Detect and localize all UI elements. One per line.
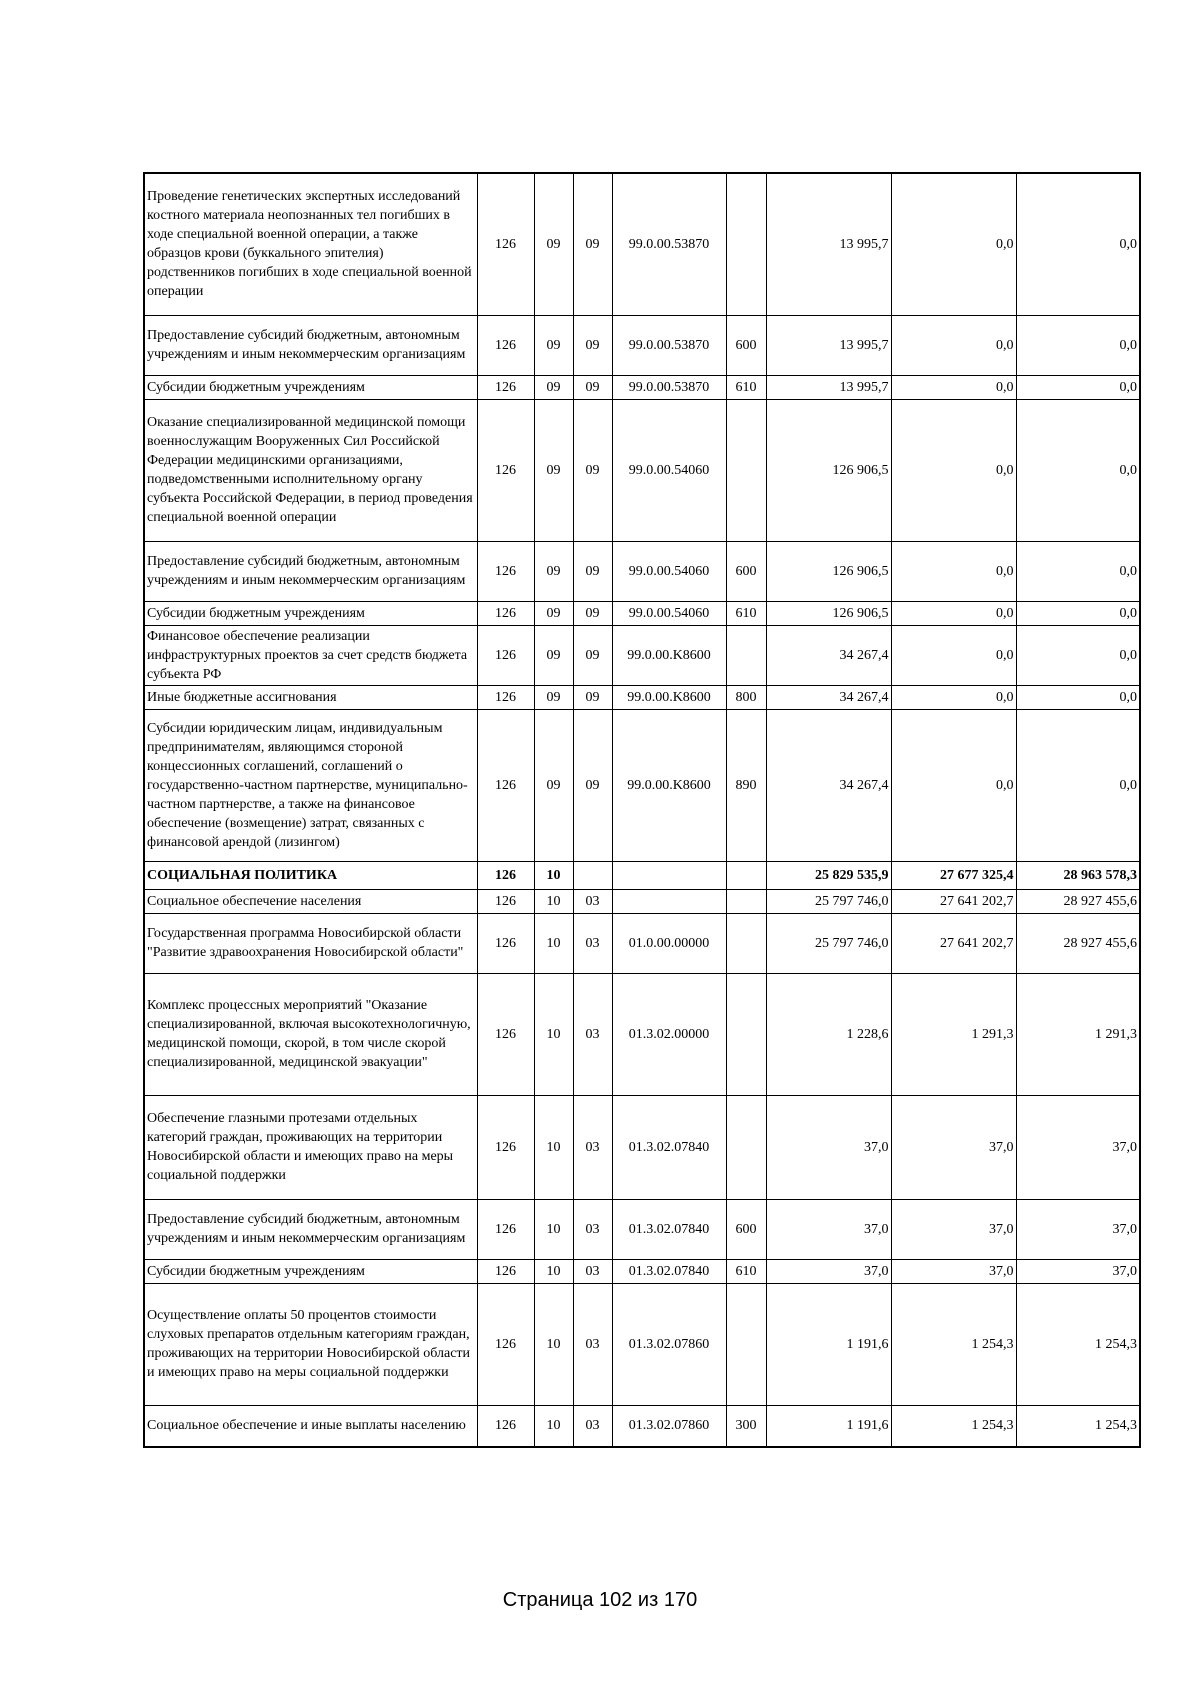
cell-sum-year2: 27 641 202,7 (891, 889, 1016, 913)
cell-vedomstvo: 126 (477, 973, 534, 1095)
cell-sum-year3: 28 927 455,6 (1016, 889, 1140, 913)
cell-razdel: 09 (534, 709, 573, 861)
cell-vedomstvo: 126 (477, 1405, 534, 1447)
cell-sum-year3: 28 927 455,6 (1016, 913, 1140, 973)
table-row (144, 375, 1140, 399)
cell-csr: 99.0.00.53870 (612, 315, 726, 375)
cell-vedomstvo: 126 (477, 315, 534, 375)
cell-csr: 01.0.00.00000 (612, 913, 726, 973)
cell-csr: 99.0.00.54060 (612, 601, 726, 625)
cell-vr: 610 (726, 1259, 766, 1283)
table-row (144, 913, 1140, 973)
cell-sum-year2: 37,0 (891, 1199, 1016, 1259)
cell-sum-year1: 25 829 535,9 (766, 861, 891, 889)
cell-podrazdel: 09 (573, 315, 612, 375)
cell-sum-year2: 37,0 (891, 1259, 1016, 1283)
cell-csr: 99.0.00.K8600 (612, 709, 726, 861)
cell-sum-year1: 34 267,4 (766, 625, 891, 685)
cell-sum-year1: 34 267,4 (766, 685, 891, 709)
cell-sum-year3: 28 963 578,3 (1016, 861, 1140, 889)
cell-podrazdel: 03 (573, 913, 612, 973)
cell-podrazdel: 09 (573, 709, 612, 861)
cell-podrazdel: 09 (573, 399, 612, 541)
cell-sum-year1: 126 906,5 (766, 541, 891, 601)
cell-name: СОЦИАЛЬНАЯ ПОЛИТИКА (144, 861, 477, 889)
cell-name: Социальное обеспечение и иные выплаты населению (144, 1405, 477, 1447)
cell-vedomstvo: 126 (477, 685, 534, 709)
cell-sum-year2: 1 291,3 (891, 973, 1016, 1095)
cell-razdel: 10 (534, 1199, 573, 1259)
cell-podrazdel: 03 (573, 1259, 612, 1283)
cell-sum-year1: 1 191,6 (766, 1405, 891, 1447)
cell-podrazdel (573, 861, 612, 889)
cell-vedomstvo: 126 (477, 375, 534, 399)
cell-sum-year3: 37,0 (1016, 1259, 1140, 1283)
cell-razdel: 10 (534, 861, 573, 889)
cell-sum-year1: 13 995,7 (766, 375, 891, 399)
cell-sum-year3: 37,0 (1016, 1095, 1140, 1199)
table-row (144, 1095, 1140, 1199)
table-row (144, 1199, 1140, 1259)
cell-sum-year1: 126 906,5 (766, 601, 891, 625)
cell-razdel: 10 (534, 1283, 573, 1405)
cell-podrazdel: 09 (573, 685, 612, 709)
cell-name: Социальное обеспечение населения (144, 889, 477, 913)
cell-podrazdel: 03 (573, 1405, 612, 1447)
cell-name: Субсидии бюджетным учреждениям (144, 375, 477, 399)
table-row (144, 685, 1140, 709)
table-row (144, 709, 1140, 861)
cell-csr: 99.0.00.53870 (612, 173, 726, 315)
cell-podrazdel: 03 (573, 889, 612, 913)
cell-vr (726, 861, 766, 889)
cell-name: Комплекс процессных мероприятий "Оказание специализированной, включая высокотехнологичную, медицинской помощи, скорой, в том числе скорой специализированной, медицинской эвакуации" (144, 973, 477, 1095)
cell-name: Субсидии бюджетным учреждениям (144, 601, 477, 625)
cell-razdel: 09 (534, 541, 573, 601)
table-row (144, 1259, 1140, 1283)
table-row (144, 1405, 1140, 1447)
cell-razdel: 10 (534, 889, 573, 913)
cell-vedomstvo: 126 (477, 709, 534, 861)
table-body (144, 173, 1140, 1447)
cell-sum-year1: 1 191,6 (766, 1283, 891, 1405)
cell-vedomstvo: 126 (477, 173, 534, 315)
cell-vr: 600 (726, 1199, 766, 1259)
table-row (144, 889, 1140, 913)
table-row (144, 625, 1140, 685)
cell-vr (726, 889, 766, 913)
cell-sum-year3: 0,0 (1016, 315, 1140, 375)
cell-name: Предоставление субсидий бюджетным, автономным учреждениям и иным некоммерческим организациям (144, 541, 477, 601)
cell-vr: 890 (726, 709, 766, 861)
cell-podrazdel: 09 (573, 541, 612, 601)
cell-vr: 610 (726, 601, 766, 625)
cell-razdel: 10 (534, 1259, 573, 1283)
cell-vedomstvo: 126 (477, 861, 534, 889)
cell-vedomstvo: 126 (477, 625, 534, 685)
cell-csr: 01.3.02.07860 (612, 1283, 726, 1405)
cell-sum-year1: 37,0 (766, 1259, 891, 1283)
cell-sum-year3: 0,0 (1016, 173, 1140, 315)
table-row (144, 541, 1140, 601)
table-row (144, 173, 1140, 315)
cell-vedomstvo: 126 (477, 1199, 534, 1259)
cell-vedomstvo: 126 (477, 1095, 534, 1199)
cell-vedomstvo: 126 (477, 399, 534, 541)
cell-sum-year2: 1 254,3 (891, 1405, 1016, 1447)
cell-name: Проведение генетических экспертных исследований костного материала неопознанных тел погибших в ходе специальной военной операции, а также образцов крови (буккального эпителия) родственников погибших в ходе специальной военной операции (144, 173, 477, 315)
cell-razdel: 09 (534, 173, 573, 315)
cell-name: Предоставление субсидий бюджетным, автономным учреждениям и иным некоммерческим организациям (144, 315, 477, 375)
page-number: Страница 102 из 170 (502, 1589, 698, 1611)
cell-vedomstvo: 126 (477, 889, 534, 913)
cell-csr (612, 861, 726, 889)
cell-vr (726, 625, 766, 685)
cell-sum-year2: 0,0 (891, 685, 1016, 709)
cell-podrazdel: 03 (573, 973, 612, 1095)
cell-csr: 01.3.02.07840 (612, 1259, 726, 1283)
cell-razdel: 10 (534, 1405, 573, 1447)
cell-podrazdel: 09 (573, 601, 612, 625)
cell-vr: 800 (726, 685, 766, 709)
cell-sum-year3: 37,0 (1016, 1199, 1140, 1259)
cell-csr: 99.0.00.53870 (612, 375, 726, 399)
cell-sum-year1: 37,0 (766, 1199, 891, 1259)
cell-sum-year1: 1 228,6 (766, 973, 891, 1095)
cell-vr (726, 1095, 766, 1199)
cell-razdel: 09 (534, 315, 573, 375)
cell-sum-year1: 25 797 746,0 (766, 913, 891, 973)
budget-table (143, 172, 1141, 1448)
cell-csr: 99.0.00.K8600 (612, 625, 726, 685)
cell-vr (726, 399, 766, 541)
table-row (144, 1283, 1140, 1405)
cell-vr: 300 (726, 1405, 766, 1447)
cell-razdel: 09 (534, 625, 573, 685)
cell-vedomstvo: 126 (477, 601, 534, 625)
cell-razdel: 09 (534, 375, 573, 399)
cell-sum-year2: 37,0 (891, 1095, 1016, 1199)
cell-vr (726, 173, 766, 315)
cell-sum-year1: 13 995,7 (766, 315, 891, 375)
cell-csr (612, 889, 726, 913)
cell-sum-year2: 0,0 (891, 375, 1016, 399)
cell-csr: 01.3.02.00000 (612, 973, 726, 1095)
cell-name: Субсидии бюджетным учреждениям (144, 1259, 477, 1283)
table-row (144, 399, 1140, 541)
cell-sum-year3: 1 254,3 (1016, 1283, 1140, 1405)
cell-razdel: 10 (534, 1095, 573, 1199)
cell-csr: 01.3.02.07840 (612, 1199, 726, 1259)
cell-razdel: 09 (534, 685, 573, 709)
cell-name: Обеспечение глазными протезами отдельных категорий граждан, проживающих на территории Новосибирской области и имеющих право на меры социальной поддержки (144, 1095, 477, 1199)
cell-name: Осуществление оплаты 50 процентов стоимости слуховых препаратов отдельным категориям граждан, проживающих на территории Новосибирской области и имеющих право на меры социальной поддержки (144, 1283, 477, 1405)
cell-sum-year2: 0,0 (891, 315, 1016, 375)
cell-sum-year2: 0,0 (891, 541, 1016, 601)
cell-sum-year2: 0,0 (891, 625, 1016, 685)
cell-sum-year2: 0,0 (891, 601, 1016, 625)
cell-sum-year1: 25 797 746,0 (766, 889, 891, 913)
cell-podrazdel: 03 (573, 1283, 612, 1405)
cell-razdel: 09 (534, 601, 573, 625)
cell-vr: 600 (726, 541, 766, 601)
cell-name: Государственная программа Новосибирской области "Развитие здравоохранения Новосибирской области" (144, 913, 477, 973)
cell-name: Субсидии юридическим лицам, индивидуальным предпринимателям, являющимся стороной концессионных соглашений, соглашений о государственно-частном партнерстве, муниципально-частном партнерстве, а также на финансовое обеспечение (возмещение) затрат, связанных с финансовой арендой (лизингом) (144, 709, 477, 861)
cell-name: Иные бюджетные ассигнования (144, 685, 477, 709)
cell-csr: 01.3.02.07860 (612, 1405, 726, 1447)
cell-sum-year3: 0,0 (1016, 601, 1140, 625)
cell-razdel: 10 (534, 973, 573, 1095)
cell-name: Финансовое обеспечение реализации инфраструктурных проектов за счет средств бюджета субъекта РФ (144, 625, 477, 685)
cell-podrazdel: 03 (573, 1199, 612, 1259)
cell-podrazdel: 03 (573, 1095, 612, 1199)
cell-vr: 610 (726, 375, 766, 399)
cell-sum-year1: 126 906,5 (766, 399, 891, 541)
table-row (144, 973, 1140, 1095)
cell-csr: 01.3.02.07840 (612, 1095, 726, 1199)
cell-sum-year2: 0,0 (891, 173, 1016, 315)
cell-vr (726, 1283, 766, 1405)
cell-vedomstvo: 126 (477, 1259, 534, 1283)
table-row (144, 601, 1140, 625)
cell-name: Предоставление субсидий бюджетным, автономным учреждениям и иным некоммерческим организациям (144, 1199, 477, 1259)
cell-sum-year2: 27 677 325,4 (891, 861, 1016, 889)
cell-sum-year3: 0,0 (1016, 375, 1140, 399)
cell-sum-year3: 0,0 (1016, 685, 1140, 709)
cell-podrazdel: 09 (573, 375, 612, 399)
cell-sum-year3: 0,0 (1016, 709, 1140, 861)
cell-csr: 99.0.00.K8600 (612, 685, 726, 709)
table-row (144, 315, 1140, 375)
cell-podrazdel: 09 (573, 625, 612, 685)
table-row (144, 861, 1140, 889)
cell-sum-year1: 37,0 (766, 1095, 891, 1199)
cell-sum-year3: 0,0 (1016, 399, 1140, 541)
cell-vr (726, 973, 766, 1095)
cell-sum-year2: 27 641 202,7 (891, 913, 1016, 973)
cell-sum-year1: 34 267,4 (766, 709, 891, 861)
cell-vedomstvo: 126 (477, 1283, 534, 1405)
cell-razdel: 10 (534, 913, 573, 973)
cell-sum-year3: 0,0 (1016, 625, 1140, 685)
cell-vr (726, 913, 766, 973)
cell-sum-year2: 1 254,3 (891, 1283, 1016, 1405)
cell-sum-year3: 0,0 (1016, 541, 1140, 601)
cell-sum-year3: 1 254,3 (1016, 1405, 1140, 1447)
cell-sum-year2: 0,0 (891, 709, 1016, 861)
cell-vedomstvo: 126 (477, 913, 534, 973)
cell-csr: 99.0.00.54060 (612, 399, 726, 541)
cell-csr: 99.0.00.54060 (612, 541, 726, 601)
cell-podrazdel: 09 (573, 173, 612, 315)
cell-name: Оказание специализированной медицинской помощи военнослужащим Вооруженных Сил Российской Федерации медицинскими организациями, подведомственными исполнительному органу субъекта Российской Федерации, в период проведения специальной военной операции (144, 399, 477, 541)
cell-razdel: 09 (534, 399, 573, 541)
cell-vedomstvo: 126 (477, 541, 534, 601)
cell-sum-year1: 13 995,7 (766, 173, 891, 315)
cell-sum-year3: 1 291,3 (1016, 973, 1140, 1095)
cell-vr: 600 (726, 315, 766, 375)
cell-sum-year2: 0,0 (891, 399, 1016, 541)
